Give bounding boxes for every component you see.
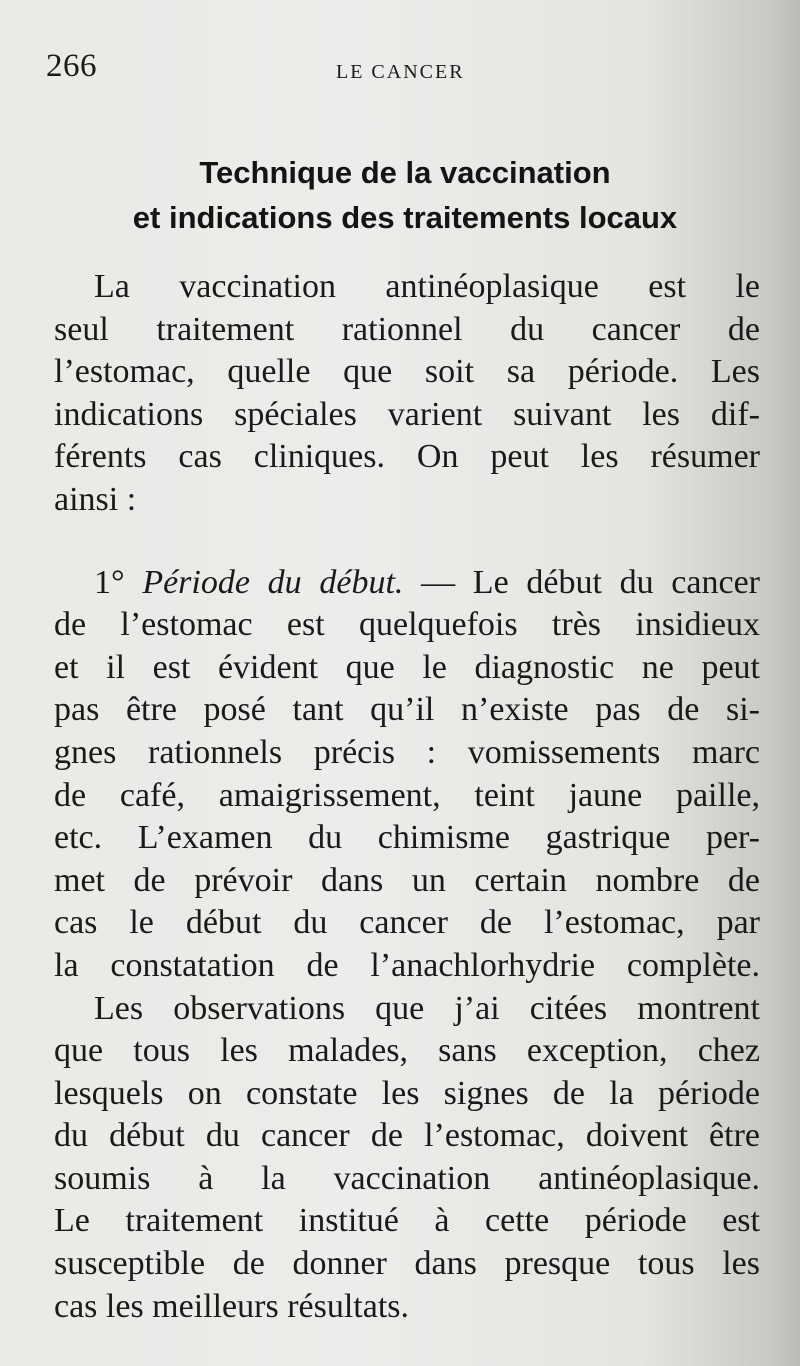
text-line: soumis à la vaccination antinéoplasique. [54, 1159, 760, 1197]
text-line: lesquels on constate les signes de la période [54, 1074, 760, 1112]
item-title: Période du début. [142, 563, 404, 601]
paragraph-gap [54, 522, 760, 562]
body-text [54, 266, 760, 1328]
running-title: LE CANCER [336, 61, 465, 83]
item-number: 1° [94, 563, 125, 601]
text-line: cas les meilleurs résultats. [54, 1287, 410, 1325]
text-line: et il est évident que le diagnostic ne peut [54, 648, 760, 686]
text-line: férents cas cliniques. On peut les résumer [54, 438, 760, 476]
text-line: ainsi : [54, 480, 137, 518]
text-line: pas être posé tant qu’il n’existe pas de si- [54, 691, 760, 729]
paragraph-debut-period [54, 562, 760, 988]
text-line: que tous les malades, sans exception, chez [54, 1032, 760, 1070]
item-lead-text: — Le début du cancer [421, 563, 760, 601]
text-line: indications spéciales varient suivant les dif- [54, 395, 760, 433]
text-line: etc. L’examen du chimisme gastrique per- [54, 819, 760, 857]
text-line: la constatation de l’anachlorhydrie complète. [54, 946, 760, 984]
text-line: met de prévoir dans un certain nombre de [54, 861, 760, 899]
text-line: cas le début du cancer de l’estomac, par [54, 904, 760, 942]
paragraph-intro [54, 266, 760, 522]
running-head [46, 48, 756, 88]
text-line: Les observations que j’ai citées montrent [94, 989, 760, 1027]
text-line: La vaccination antinéoplasique est le [94, 268, 760, 305]
text-line: susceptible de donner dans presque tous les [54, 1245, 760, 1283]
text-line: de café, amaigrissement, teint jaune paille, [54, 776, 760, 814]
section-heading-line: et indications des traitements locaux [132, 200, 678, 235]
section-heading [60, 150, 750, 240]
section-heading-line: Technique de la vaccination [199, 155, 611, 190]
text-line: du début du cancer de l’estomac, doivent être [54, 1117, 760, 1155]
text-line: de l’estomac est quelquefois très insidieux [54, 606, 760, 644]
text-line [54, 562, 760, 605]
text-line: Le traitement institué à cette période est [54, 1202, 760, 1240]
text-line: l’estomac, quelle que soit sa période. Les [54, 353, 760, 391]
text-line: gnes rationnels précis : vomissements marc [54, 733, 760, 771]
paragraph-observations [54, 988, 760, 1329]
text-line: seul traitement rationnel du cancer de [54, 310, 760, 348]
page-number: 266 [46, 48, 97, 84]
